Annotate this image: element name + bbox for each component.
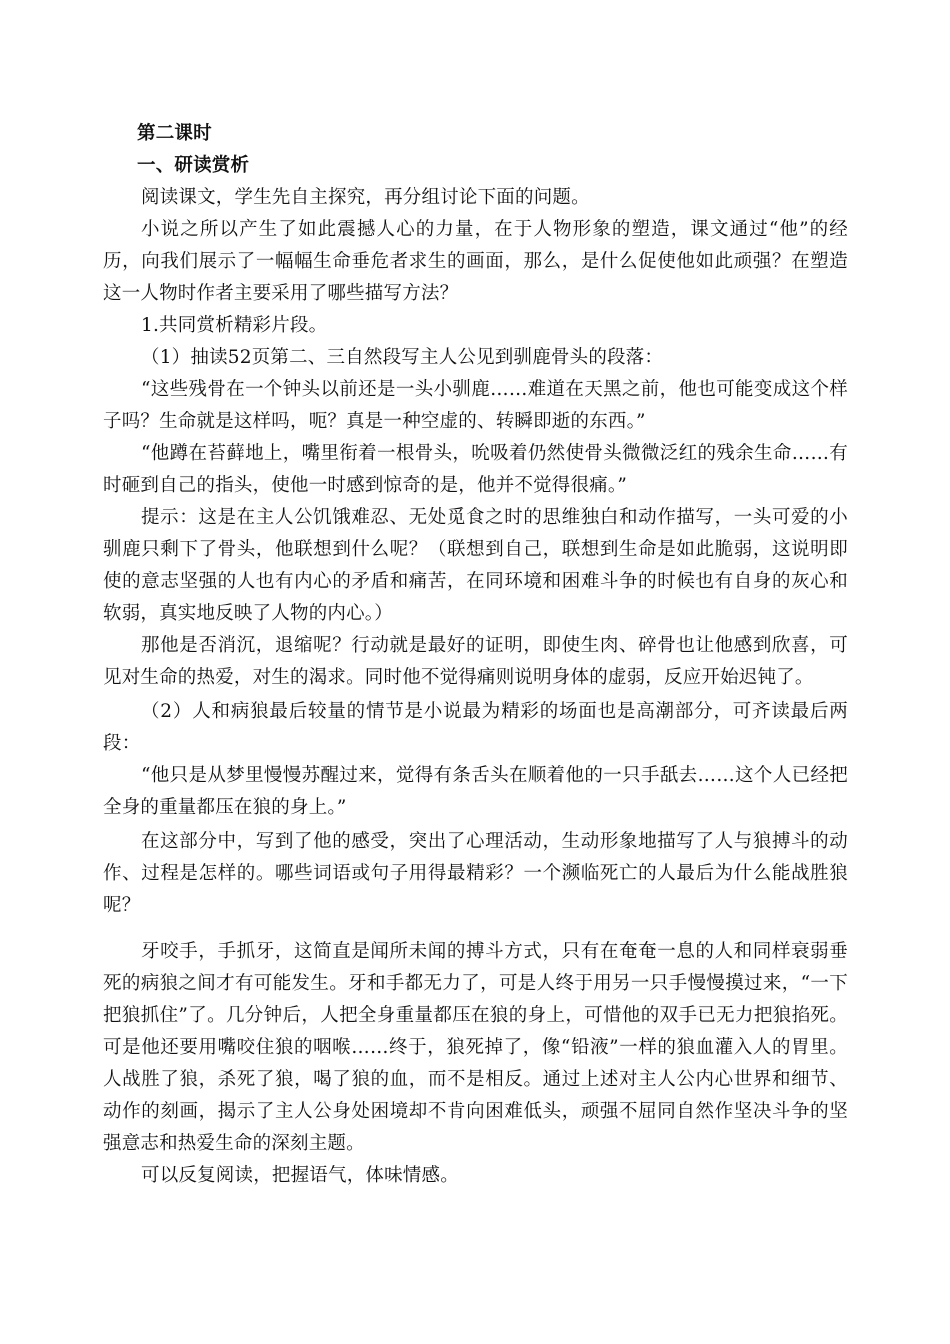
quote-bone: “他蹲在苔藓地上，嘴里衔着一根骨头，吮吸着仍然使骨头微微泛红的残余生命……有时砸到自己的指头，使他一时感到惊奇的是，他并不觉得很痛。”	[103, 443, 848, 496]
paragraph-closing: 可以反复阅读，把握语气，体味情感。	[141, 1165, 459, 1186]
lesson-title: 第二课时	[137, 123, 212, 144]
paragraph-analysis-2: 在这部分中，写到了他的感受，突出了心理活动，生动形象地描写了人与狼搏斗的动作、过程是怎样的。哪些词语或句子用得最精彩？一个濒临死亡的人最后为什么能战胜狼呢？	[103, 831, 848, 916]
section-title: 一、研读赏析	[137, 155, 250, 176]
paragraph-analysis-1: 那他是否消沉，退缩呢？行动就是最好的证明，即使生肉、碎骨也让他感到欣喜，可见对生命的热爱，对生的渴求。同时他不觉得痛则说明身体的虚弱，反应开始迟钝了。	[103, 635, 848, 688]
paragraph-question: 小说之所以产生了如此震撼人心的力量，在于人物形象的塑造，课文通过“他”的经历，向我们展示了一幅幅生命垂危者求生的画面，那么，是什么促使他如此顽强？在塑造这一人物时作者主要采用了哪些描写方法？	[103, 219, 848, 304]
paragraph-hint: 提示：这是在主人公饥饿难忍、无处觅食之时的思维独白和动作描写，一头可爱的小驯鹿只剩下了骨头，他联想到什么呢？（联想到自己，联想到生命是如此脆弱，这说明即使的意志坚强的人也有内心的矛盾和痛苦，在同环境和困难斗争的时候也有自身的灰心和软弱，真实地反映了人物的内心。）	[103, 507, 848, 624]
paragraph-intro: 阅读课文，学生先自主探究，再分组讨论下面的问题。	[141, 187, 590, 208]
quote-reindeer: “这些残骨在一个钟头以前还是一头小驯鹿……难道在天黑之前，他也可能变成这个样子吗？生命就是这样吗，呃？真是一种空虚的、转瞬即逝的东西。”	[103, 379, 848, 432]
paragraph-reading-1: （1）抽读52页第二、三自然段写主人公见到驯鹿骨头的段落：	[141, 347, 664, 368]
paragraph-task-1: 1.共同赏析精彩片段。	[141, 315, 328, 336]
document-body	[103, 118, 848, 1192]
paragraph-reading-2: （2）人和病狼最后较量的情节是小说最为精彩的场面也是高潮部分，可齐读最后两段：	[103, 701, 848, 754]
quote-wolf: “他只是从梦里慢慢苏醒过来，觉得有条舌头在顺着他的一只手舐去……这个人已经把全身的重量都压在狼的身上。”	[103, 765, 848, 818]
paragraph-analysis-3: 牙咬手，手抓牙，这简直是闻所未闻的搏斗方式，只有在奄奄一息的人和同样衰弱垂死的病狼之间才有可能发生。牙和手都无力了，可是人终于用另一只手慢慢摸过来，“一下把狼抓住”了。几分钟后，人把全身重量都压在狼的身上，可惜他的双手已无力把狼掐死。可是他还要用嘴咬住狼的咽喉……终于，狼死掉了，像“铅液”一样的狼血灌入人的胃里。人战胜了狼，杀死了狼，喝了狼的血，而不是相反。通过上述对主人公内心世界和细节、动作的刻画，揭示了主人公身处困境却不肯向困难低头，顽强不屈同自然作坚决斗争的坚强意志和热爱生命的深刻主题。	[103, 941, 848, 1154]
